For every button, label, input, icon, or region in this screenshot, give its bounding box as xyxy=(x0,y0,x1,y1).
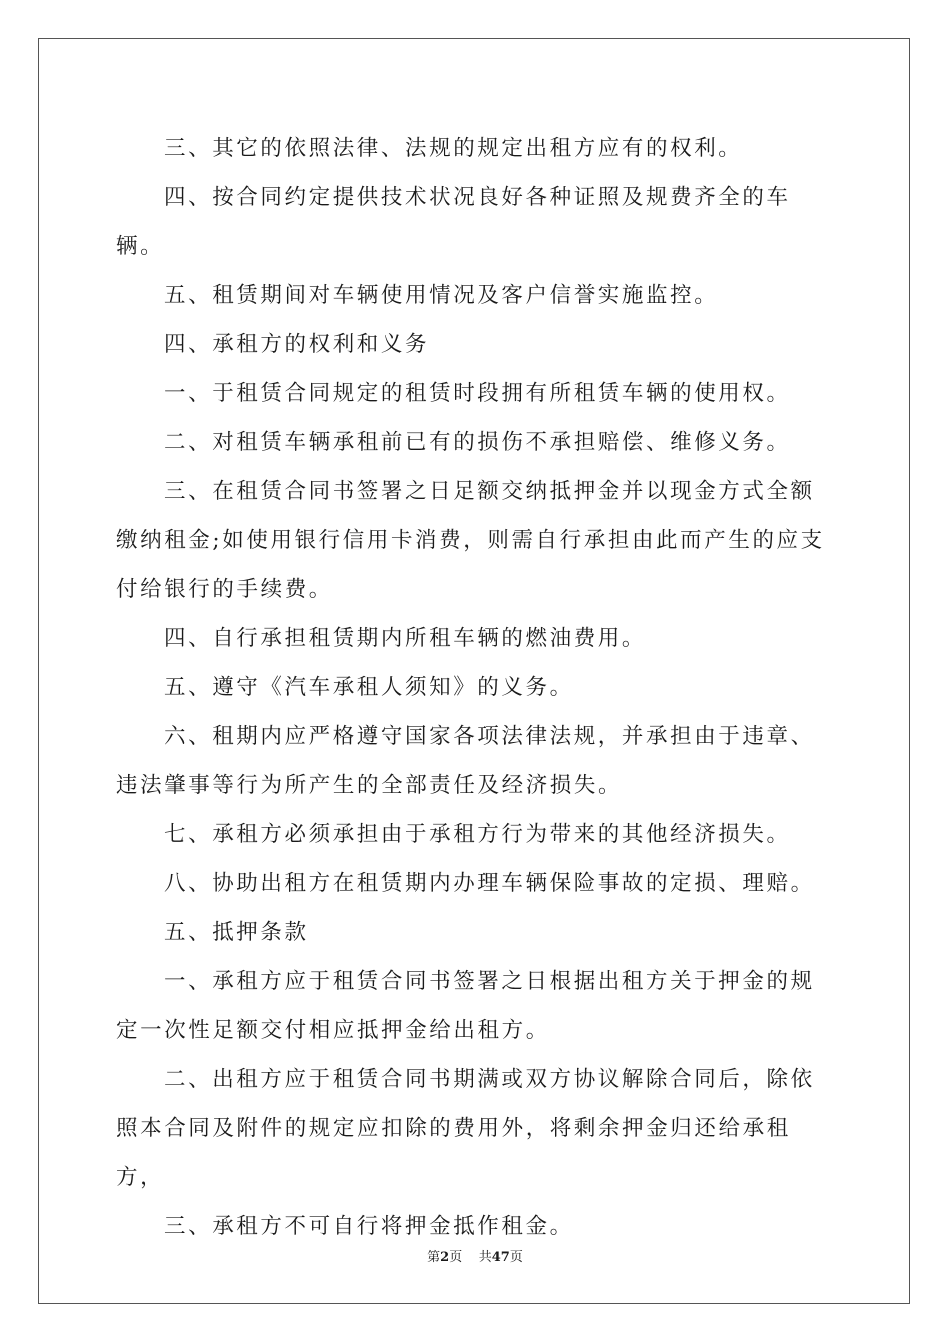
paragraph: 四、按合同约定提供技术状况良好各种证照及规费齐全的车辆。 xyxy=(116,185,791,259)
paragraph: 三、承租方不可自行将押金抵作租金。 xyxy=(164,1214,574,1239)
paragraph: 三、在租赁合同书签署之日足额交纳抵押金并以现金方式全额缴纳租金;如使用银行信用卡消费，则需自行承担由此而产生的应支付给银行的手续费。 xyxy=(116,479,825,602)
paragraph: 五、遵守《汽车承租人须知》的义务。 xyxy=(164,675,574,700)
paragraph: 五、租赁期间对车辆使用情况及客户信誉实施监控。 xyxy=(164,283,719,308)
paragraph: 一、承租方应于租赁合同书签署之日根据出租方关于押金的规定一次性足额交付相应抵押金给出租方。 xyxy=(116,969,815,1043)
page-number: 2 xyxy=(440,1250,450,1265)
paragraph: 三、其它的依照法律、法规的规定出租方应有的权利。 xyxy=(164,136,743,161)
paragraph: 二、对租赁车辆承租前已有的损伤不承担赔偿、维修义务。 xyxy=(164,430,791,455)
page-suffix: 页 xyxy=(449,1250,463,1265)
paragraph: 一、于租赁合同规定的租赁时段拥有所租赁车辆的使用权。 xyxy=(164,381,791,406)
paragraph: 四、自行承担租赁期内所租车辆的燃油费用。 xyxy=(164,626,647,651)
total-prefix: 共 xyxy=(478,1250,492,1265)
total-pages: 47 xyxy=(491,1250,510,1265)
paragraph: 七、承租方必须承担由于承租方行为带来的其他经济损失。 xyxy=(164,822,791,847)
total-suffix: 页 xyxy=(509,1250,523,1265)
section-heading: 四、承租方的权利和义务 xyxy=(164,332,430,357)
section-heading: 五、抵押条款 xyxy=(164,920,309,945)
paragraph: 六、租期内应严格遵守国家各项法律法规，并承担由于违章、违法肇事等行为所产生的全部责任及经济损失。 xyxy=(116,724,815,798)
paragraph: 二、出租方应于租赁合同书期满或双方协议解除合同后，除依照本合同及附件的规定应扣除的费用外，将剩余押金归还给承租方， xyxy=(116,1067,815,1190)
paragraph: 八、协助出租方在租赁期内办理车辆保险事故的定损、理赔。 xyxy=(164,871,815,896)
page-prefix: 第 xyxy=(427,1250,441,1265)
page-footer xyxy=(0,1246,950,1265)
document-body xyxy=(116,124,834,1251)
